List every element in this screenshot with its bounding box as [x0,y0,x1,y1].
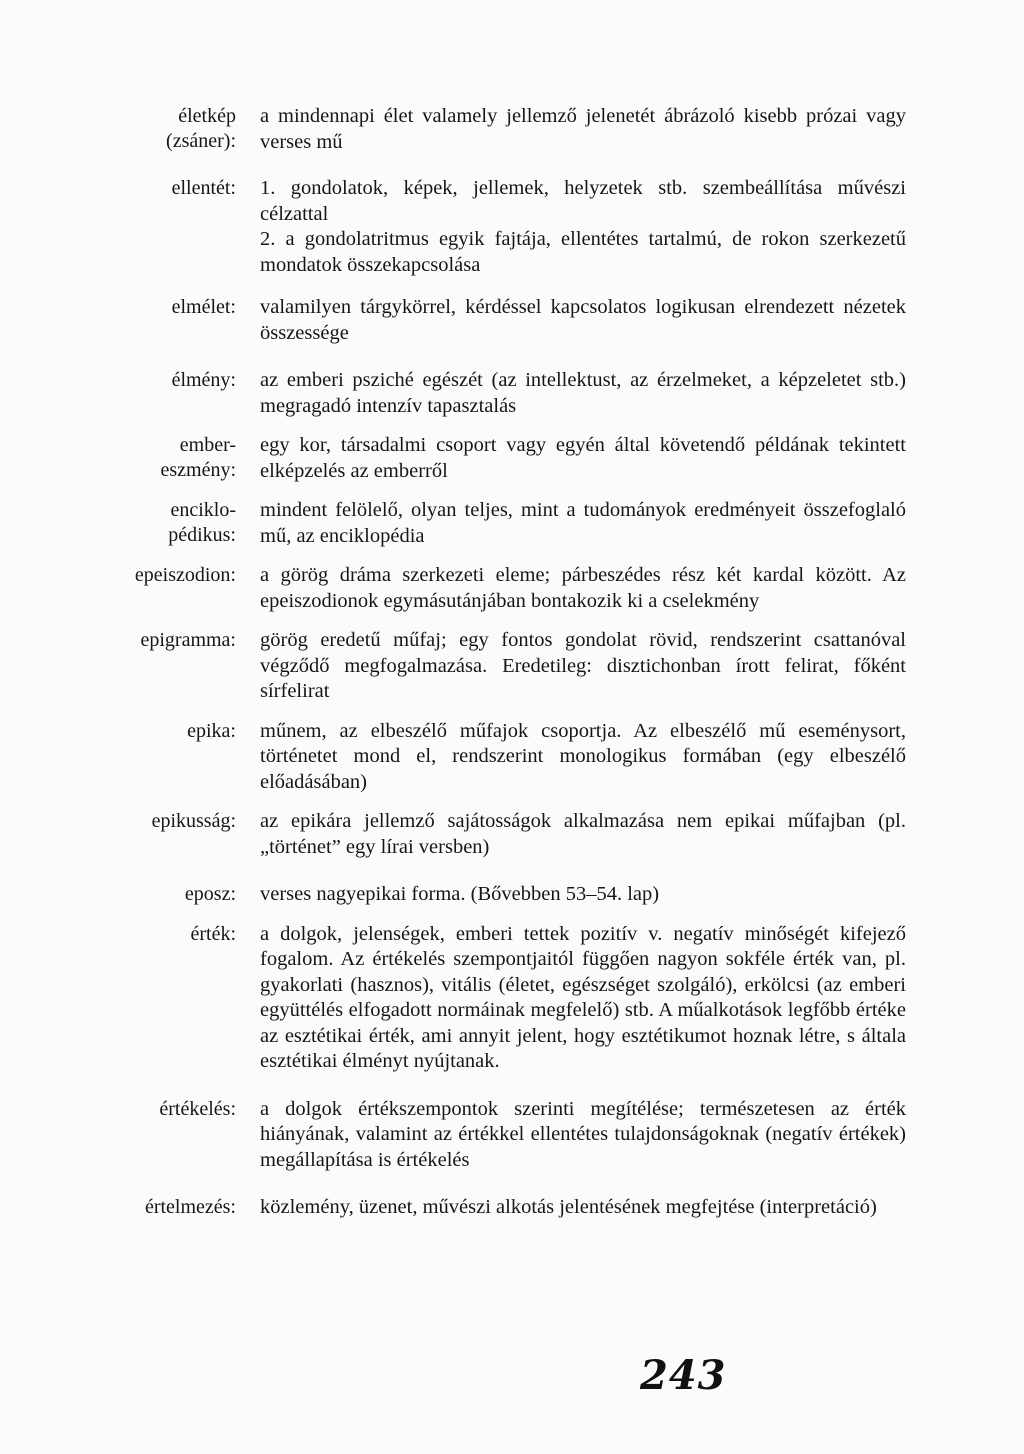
glossary-entry-epikussag [96,809,906,860]
entry-term [96,1097,236,1174]
term-line: ellentét: [171,177,236,199]
entry-definition [260,922,906,1075]
page-number: 243 [640,1352,727,1399]
definition-text: műnem, az elbeszélő műfajok csoportja. Az elbeszélő mű eseménysort, történetet mond el, rendszerint monologikus formában (egy elbeszélő előadásában) [260,719,906,793]
entry-definition [260,433,906,484]
term-line: értékelés: [159,1097,236,1120]
term-line: pédikus: [168,524,236,546]
entry-definition [260,295,906,346]
glossary-entry-eletkep [96,104,906,155]
entry-term [96,1195,236,1221]
entry-definition [260,628,906,705]
definition-text: a görög dráma szerkezeti eleme; párbeszédes rész két kardal között. Az epeiszodionok egymásutánjában bontakozik ki a cselekmény [260,564,906,612]
entry-term [96,719,236,796]
term-line: érték: [190,922,236,945]
entry-definition [260,1097,906,1174]
entry-definition [260,719,906,796]
entry-definition [260,563,906,614]
definition-text: a dolgok, jelenségek, emberi tettek pozitív v. negatív minőségét kifejező fogalom. Az értékelés szempontjaitól függően nagyon sokféle érték van, pl. gyakorlati (hasznos), vitális (életet, egészséget szolgáló), erkölcsi (az emberi együttélés elfogadott normáinak megfelelő) stb. A műalkotások legfőbb értéke az esztétikai érték, ami annyit jelent, hogy esztétikumot hoznak létre, s általa esztétikai élményt nyújtanak. [260,922,906,1072]
entry-term [96,498,236,549]
term-line: élmény: [171,369,236,391]
definition-text: 2. a gondolatritmus egyik fajtája, ellentétes tartalmú, de rokon szerkezetű mondatok összekapcsolása [260,228,906,276]
glossary-list [96,104,906,1221]
term-line: epikusság: [151,810,236,832]
term-line: elmélet: [171,296,236,318]
entry-definition [260,176,906,278]
term-line: enciklo- [170,499,236,521]
entry-definition [260,809,906,860]
entry-definition [260,498,906,549]
definition-text: az emberi psziché egészét (az intellektust, az érzelmeket, a képzeletet stb.) megragadó intenzív tapasztalás [260,369,906,417]
definition-text: görög eredetű műfaj; egy fontos gondolat rövid, rendszerint csattanóval végződő megfogalmazása. Eredetileg: disztichonban írott felirat, főként sírfelirat [260,629,906,702]
glossary-entry-ertekeles [96,1097,906,1174]
term-line: epigramma: [140,629,236,651]
term-line: eposz: [184,883,236,905]
entry-term [96,628,236,705]
glossary-entry-enciklopedikus [96,498,906,549]
entry-term [96,368,236,419]
entry-term [96,809,236,860]
glossary-entry-elmeny [96,368,906,419]
term-line: életkép [178,105,236,127]
glossary-entry-ertelmezes [96,1195,906,1221]
entry-definition [260,882,906,908]
term-line: ember- [179,434,236,456]
term-line: (zsáner): [166,130,236,152]
glossary-entry-epigramma [96,628,906,705]
term-line: értelmezés: [144,1196,236,1218]
glossary-entry-embereszmeny [96,433,906,484]
entry-term [96,882,236,908]
definition-text: közlemény, üzenet, művészi alkotás jelentésének megfejtése (interpretáció) [260,1196,877,1218]
entry-definition [260,368,906,419]
entry-term [96,922,236,1075]
definition-text: egy kor, társadalmi csoport vagy egyén által követendő példának tekintett elképzelés az emberről [260,434,906,482]
definition-text: a dolgok értékszempontok szerinti megítélése; természetesen az érték hiányának, valamint az értékkel ellentétes tulajdonságoknak (negatív értékek) megállapítása is értékelés [260,1097,906,1171]
glossary-entry-eposz [96,882,906,908]
definition-text: 1. gondolatok, képek, jellemek, helyzetek stb. szembeállítása művészi célzattal [260,177,906,225]
entry-definition [260,104,906,155]
glossary-entry-ellentet [96,176,906,278]
definition-text: verses nagyepikai forma. (Bővebben 53–54. lap) [260,883,660,905]
definition-text: mindent felölelő, olyan teljes, mint a tudományok eredményeit összefoglaló mű, az enciklopédia [260,499,906,547]
term-line: epeiszodion: [134,564,236,586]
entry-term [96,295,236,346]
entry-definition [260,1195,906,1221]
entry-term [96,104,236,155]
definition-text: az epikára jellemző sajátosságok alkalmazása nem epikai műfajban (pl. „történet” egy lírai versben) [260,810,906,858]
term-line: epika: [187,719,236,742]
glossary-entry-elmelet [96,295,906,346]
definition-text: a mindennapi élet valamely jellemző jelenetét ábrázoló kisebb prózai vagy verses mű [260,105,906,153]
term-line: eszmény: [160,459,236,481]
entry-term [96,176,236,278]
entry-term [96,433,236,484]
definition-text: valamilyen tárgykörrel, kérdéssel kapcsolatos logikusan elrendezett nézetek összessége [260,296,906,344]
glossary-entry-epika [96,719,906,796]
glossary-entry-ertek [96,922,906,1075]
glossary-entry-epeiszodion [96,563,906,614]
entry-term [96,563,236,614]
